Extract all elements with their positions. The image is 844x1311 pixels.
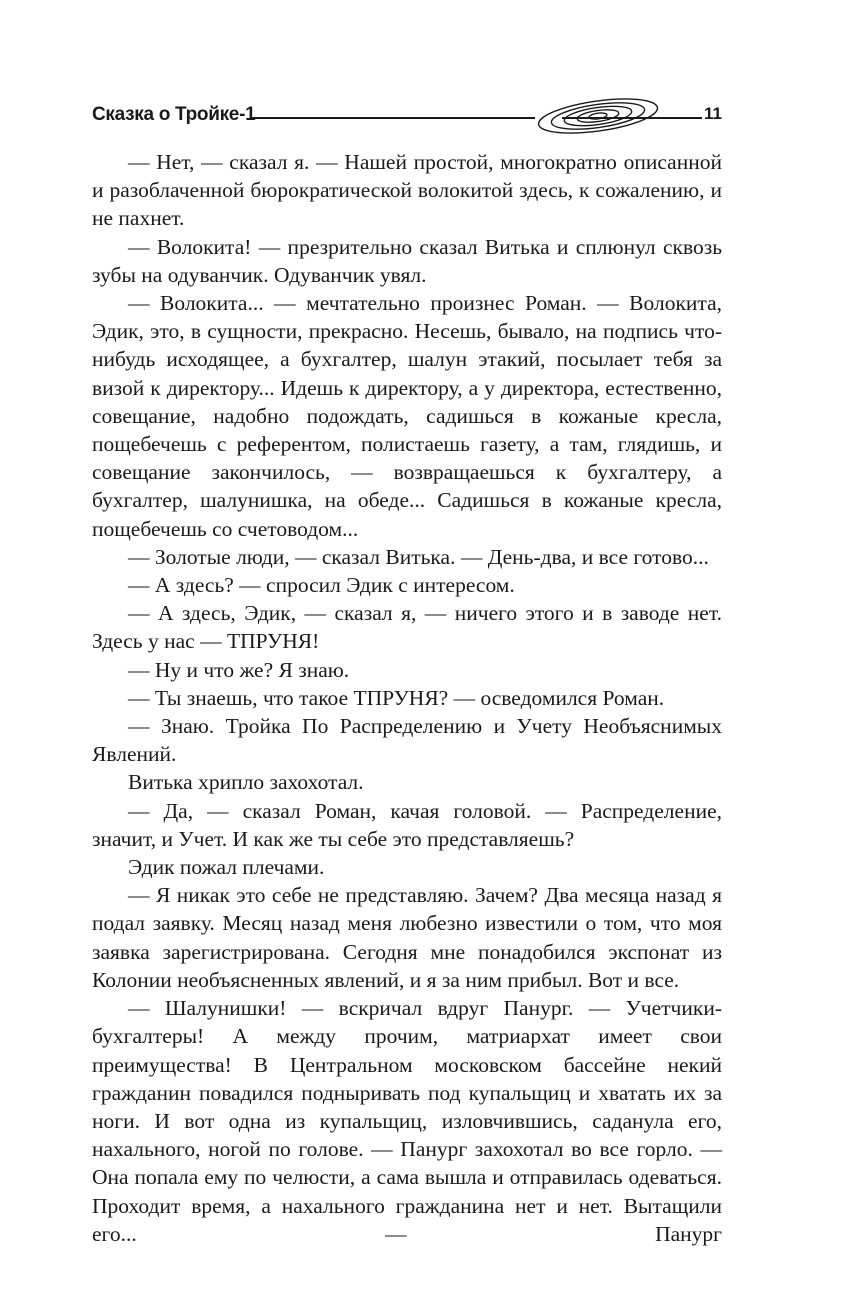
paragraph: — А здесь? — спросил Эдик с интересом. (128, 573, 515, 598)
paragraph: — Золотые люди, — сказал Витька. — День-два, и все готово... (128, 544, 709, 569)
paragraph: Эдик пожал плечами. (128, 855, 325, 880)
page-number: 11 (704, 104, 722, 123)
paragraph: — Шалунишки! — вскричал вдруг Панург. — Учетчики-бухгалтеры! А между прочим, матриархат имеет свои преимущества! В Центральном московском бассейне некий гражданин повадился подныривать под купальщиц и хватать их за ноги. И вот одна из купальщиц, изловчившись, саданула его, нахального, ногой по голове. — Панург захохотал во все горло. — Она попала ему по челюсти, а сама вышла и отправилась одеваться. Проходит время, а нахального гражданина нет и нет. Вытащили его... — Панург (92, 996, 722, 1246)
paragraph: — Я никак это себе не представляю. Зачем? Два месяца назад я подал заявку. Месяц назад меня любезно известили о том, что моя заявка зарегистрирована. Сегодня мне понадобился экспонат из Колонии необъясненных явлений, и я за ним прибыл. Вот и все. (92, 883, 722, 992)
paragraph: — Волокита... — мечтательно произнес Роман. — Волокита, Эдик, это, в сущности, прекрасно. Несешь, бывало, на подпись что-нибудь исходящее, а бухгалтер, шалун этакий, посылает тебя за визой к директору... Идешь к директору, а у директора, естественно, совещание, надобно подождать, садишься в кожаные кресла, пощебечешь с референтом, полистаешь газету, а там, глядишь, и совещание закончилось, — возвращаешься к бухгалтеру, а бухгалтер, шалунишка, на обеде... Садишься в кожаные кресла, пощебечешь со счетоводом... (92, 291, 722, 541)
paragraph: — Нет, — сказал я. — Нашей простой, многократно описанной и разоблаченной бюрократической волокитой здесь, к сожалению, и не пахнет. (92, 150, 722, 231)
paragraph: — Ну и что же? Я знаю. (128, 657, 350, 682)
body-text (92, 148, 722, 1248)
paragraph: — Да, — сказал Роман, качая головой. — Распределение, значит, и Учет. И как же ты себе это представляешь? (92, 798, 722, 851)
page-header (92, 96, 722, 136)
paragraph: — Знаю. Тройка По Распределению и Учету Необъяснимых Явлений. (92, 714, 722, 767)
paragraph: — А здесь, Эдик, — сказал я, — ничего этого и в заводе нет. Здесь у нас — ТПРУНЯ! (92, 601, 722, 654)
paragraph: — Волокита! — презрительно сказал Витька и сплюнул сквозь зубы на одуванчик. Одуванчик увял. (92, 234, 722, 287)
paragraph: — Ты знаешь, что такое ТПРУНЯ? — осведомился Роман. (128, 685, 665, 710)
paragraph: Витька хрипло захохотал. (128, 770, 364, 795)
running-title: Сказка о Тройке-1 (92, 104, 256, 125)
header-rule-left (250, 117, 535, 119)
header-rule-right (562, 117, 702, 119)
